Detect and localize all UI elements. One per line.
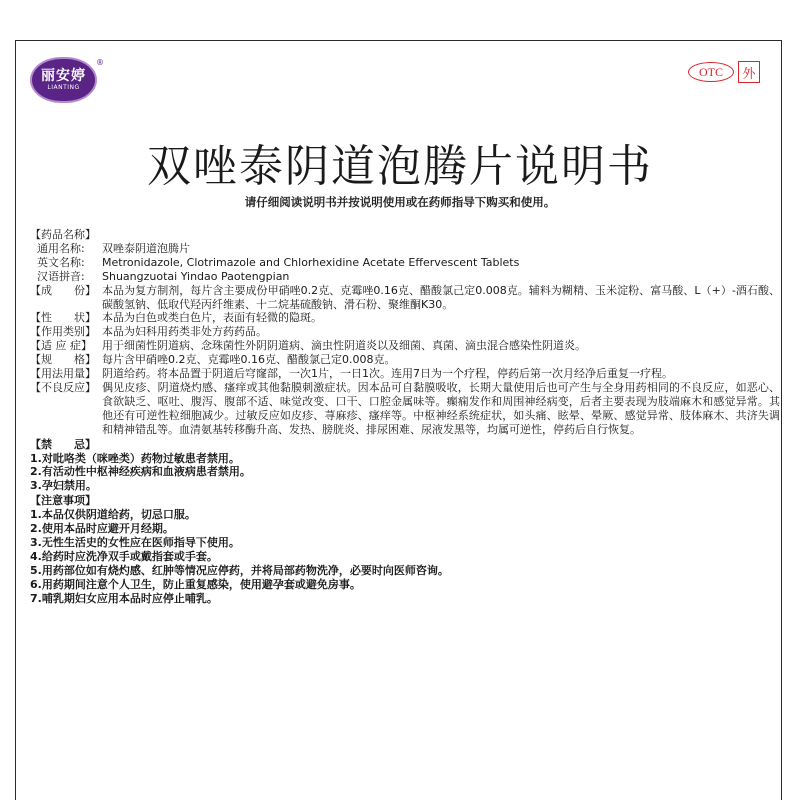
field-row	[30, 256, 780, 270]
field-value: 本品为复方制剂，每片含主要成份甲硝唑0.2克、克霉唑0.16克、醋酸氯己定0.008克。辅料为糊精、玉米淀粉、富马酸、L（+）-酒石酸、碳酸氢钠、低取代羟丙纤维素、十二烷基硫酸钠、滑石粉、聚维酮K30。	[102, 283, 780, 311]
field-value: 用于细菌性阴道病、念珠菌性外阴阴道病、滴虫性阴道炎以及细菌、真菌、滴虫混合感染性阴道炎。	[102, 339, 586, 353]
field-list	[30, 242, 780, 437]
precautions-header: 【注意事项】	[30, 494, 96, 508]
field-row	[30, 284, 780, 312]
list-item: 3.孕妇禁用。	[30, 479, 97, 493]
field-row	[30, 270, 780, 284]
field-value: 偶见皮疹、阴道烧灼感、瘙痒或其他黏膜刺激症状。因本品可自黏膜吸收，长期大量使用后也可产生与全身用药相同的不良反应，如恶心、食欲缺乏、呕吐、腹泻、腹部不适、味觉改变、口干、口腔金属味等。癫痫发作和周围神经病变，后者主要表现为肢端麻木和感觉异常。其他还有可逆性粒细胞减少。过敏反应如皮疹、荨麻疹、瘙痒等。中枢神经系统症状，如头痛、眩晕、晕厥、感觉异常、肢体麻木、共济失调和精神错乱等。血清氨基转移酶升高、发热、膀胱炎、排尿困难、尿液发黑等，均属可逆性，停药后自行恢复。	[102, 380, 780, 436]
field-label: 【作用类别】	[30, 325, 96, 339]
field-label: 【不良反应】	[30, 380, 96, 394]
field-value: 每片含甲硝唑0.2克、克霉唑0.16克、醋酸氯己定0.008克。	[102, 353, 396, 367]
field-value: Metronidazole, Clotrimazole and Chlorhexidine Acetate Effervescent Tablets	[102, 255, 520, 269]
field-label: 汉语拼音:	[30, 269, 85, 283]
list-item: 3.无性生活史的女性应在医师指导下使用。	[30, 535, 240, 549]
otc-badge: OTC	[688, 62, 734, 82]
field-value: 双唑泰阴道泡腾片	[102, 241, 190, 255]
page-subtitle: 请仔细阅读说明书并按说明使用或在药师指导下购买和使用。	[244, 195, 556, 209]
field-row	[30, 367, 780, 381]
list-item: 5.用药部位如有烧灼感、红肿等情况应停药，并将局部药物洗净，必要时向医师咨询。	[30, 563, 449, 577]
precautions-list	[30, 508, 780, 605]
brand-name-en: LIANTING	[47, 84, 80, 91]
list-item: 1.对吡咯类（咪唑类）药物过敏患者禁用。	[30, 451, 240, 465]
list-item: 4.给药时应洗净双手或戴指套或手套。	[30, 549, 218, 563]
field-value: Shuangzuotai Yindao Paotengpian	[102, 269, 290, 283]
registered-mark: ®	[96, 58, 104, 67]
field-label: 通用名称:	[30, 241, 85, 255]
list-item: 2.使用本品时应避开月经期。	[30, 522, 174, 536]
drug-name-header: 【药品名称】	[30, 228, 96, 241]
external-use-badge: 外	[738, 61, 760, 83]
brand-logo	[30, 57, 97, 103]
field-label: 【性 状】	[30, 311, 96, 325]
list-item: 2.有活动性中枢神经疾病和血液病患者禁用。	[30, 465, 251, 479]
field-value: 本品为白色或类白色片，表面有轻微的隐斑。	[102, 311, 322, 325]
list-item: 1.本品仅供阴道给药，切忌口服。	[30, 508, 196, 522]
field-value: 本品为妇科用药类非处方药药品。	[102, 325, 267, 339]
field-label: 【用法用量】	[30, 367, 96, 381]
field-label: 【成 份】	[30, 283, 96, 297]
field-row	[30, 325, 780, 339]
contraindications-list	[30, 452, 780, 494]
field-label: 【规 格】	[30, 353, 96, 367]
field-row	[30, 311, 780, 325]
field-label: 【适 应 症】	[30, 339, 92, 353]
page-title: 双唑泰阴道泡腾片说明书	[147, 141, 653, 192]
field-value: 阴道给药。将本品置于阴道后穹窿部，一次1片，一日1次。连用7日为一个疗程，停药后第一次月经净后重复一疗程。	[102, 367, 673, 381]
instructions-content	[30, 228, 780, 605]
field-label: 英文名称:	[30, 255, 85, 269]
field-row	[30, 381, 780, 437]
contraindications-header: 【禁 忌】	[30, 437, 96, 451]
list-item: 7.哺乳期妇女应用本品时应停止哺乳。	[30, 591, 218, 605]
field-row	[30, 353, 780, 367]
field-row	[30, 242, 780, 256]
field-row	[30, 339, 780, 353]
brand-name-cn: 丽安婷	[41, 68, 86, 84]
list-item: 6.用药期间注意个人卫生，防止重复感染，使用避孕套或避免房事。	[30, 577, 361, 591]
